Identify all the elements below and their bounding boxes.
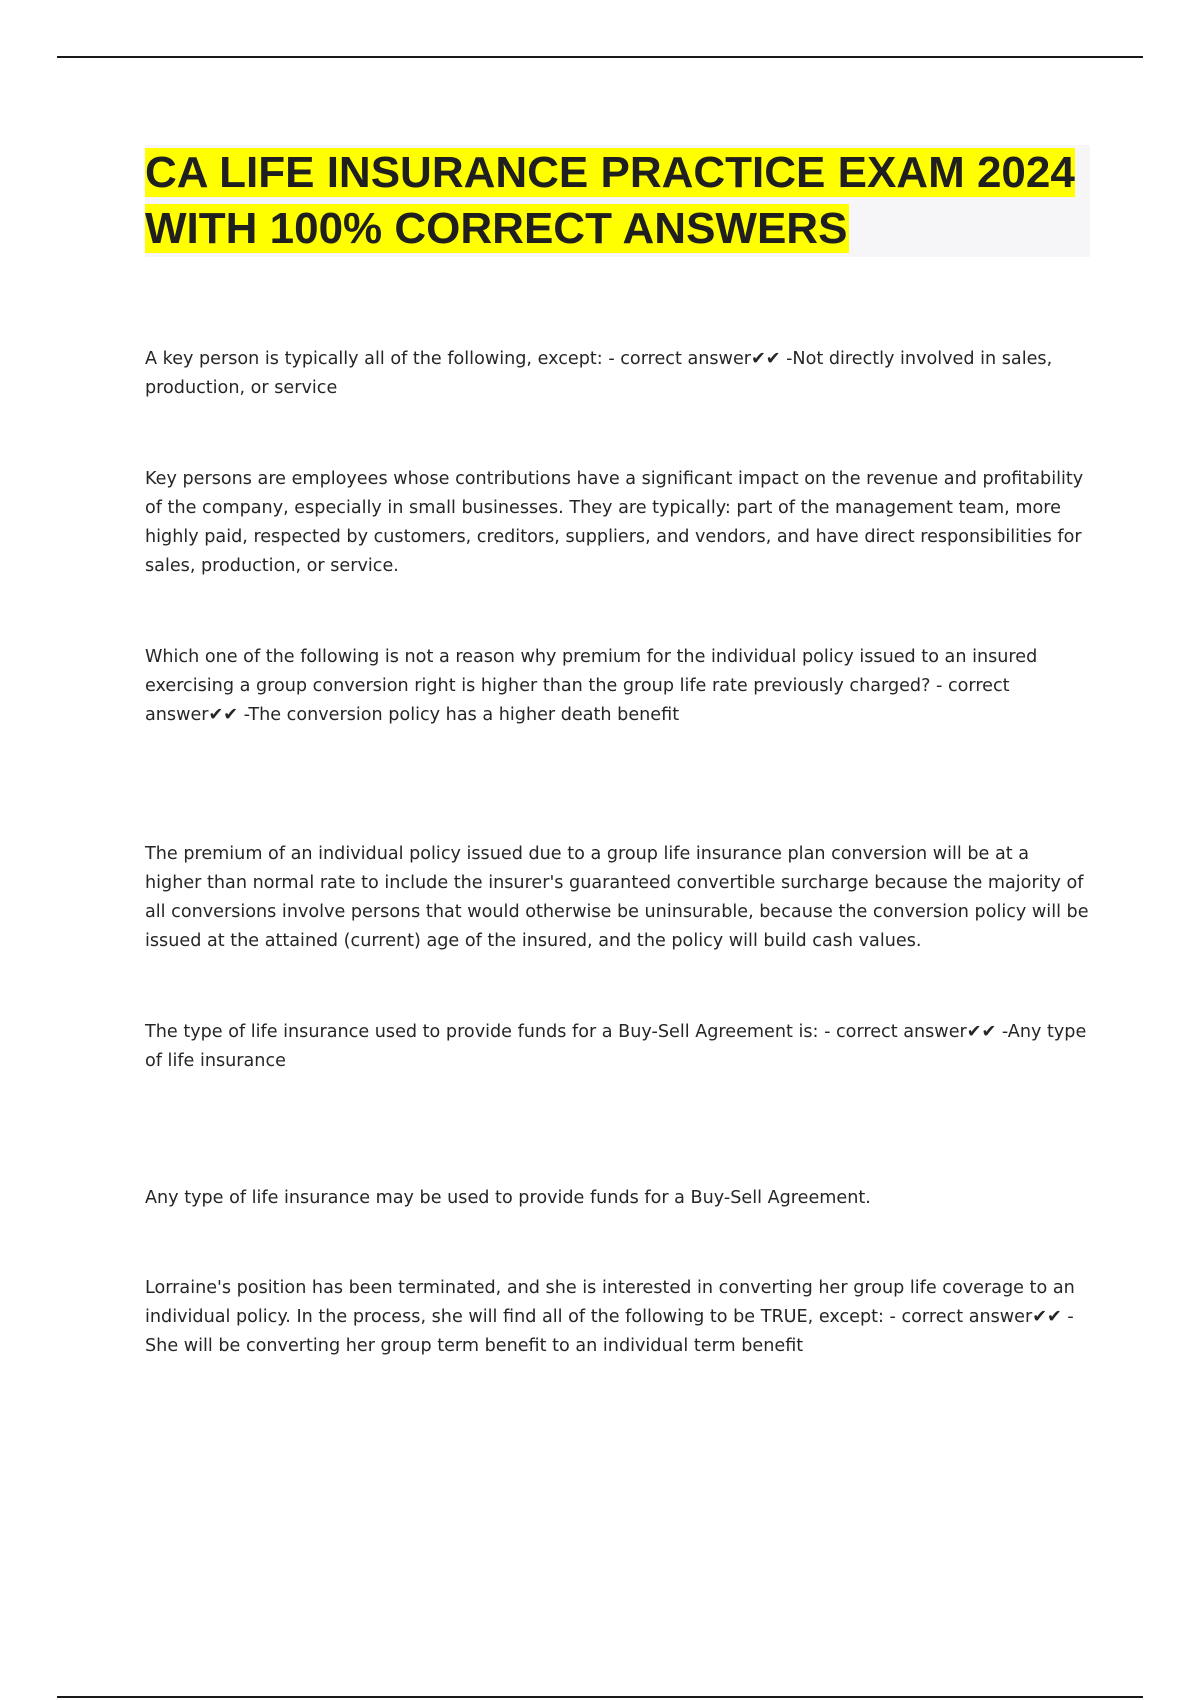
question-paragraph: The type of life insurance used to provide funds for a Buy-Sell Agreement is: - correct answer✔✔ -Any type of life insurance [145, 1022, 1087, 1071]
top-rule [57, 56, 1143, 58]
title-block [145, 145, 1090, 257]
question-paragraph: A key person is typically all of the following, except: - correct answer✔✔ -Not directly involved in sales, production, or service [145, 349, 1053, 398]
bottom-rule [57, 1696, 1143, 1698]
question-paragraph: Which one of the following is not a reason why premium for the individual policy issued to an insured exercising a group conversion right is higher than the group life rate previously charged? - correct answer✔✔ -The conversion policy has a higher death benefit [145, 647, 1038, 725]
explanation-paragraph: The premium of an individual policy issued due to a group life insurance plan conversion will be at a higher than normal rate to include the insurer's guaranteed convertible surcharge because the majority of all conversions involve persons that would otherwise be uninsurable, because the conversion policy will be issued at the attained (current) age of the insured, and the policy will build cash values. [145, 844, 1089, 951]
explanation-paragraph: Key persons are employees whose contributions have a significant impact on the revenue and profitability of the company, especially in small businesses. They are typically: part of the management team, more highly paid, respected by customers, creditors, suppliers, and vendors, and have direct responsibilities for sales, production, or service. [145, 469, 1084, 576]
explanation-paragraph: Any type of life insurance may be used to provide funds for a Buy-Sell Agreement. [145, 1188, 871, 1208]
question-paragraph: Lorraine's position has been terminated, and she is interested in converting her group life coverage to an individual policy. In the process, she will find all of the following to be TRUE, except: - correct answer✔✔ -She will be converting her group term benefit to an individual term benefit [145, 1278, 1075, 1356]
title-highlight: CA LIFE INSURANCE PRACTICE EXAM 2024 WITH 100% CORRECT ANSWERS [145, 148, 1075, 253]
page-title [145, 145, 1090, 257]
